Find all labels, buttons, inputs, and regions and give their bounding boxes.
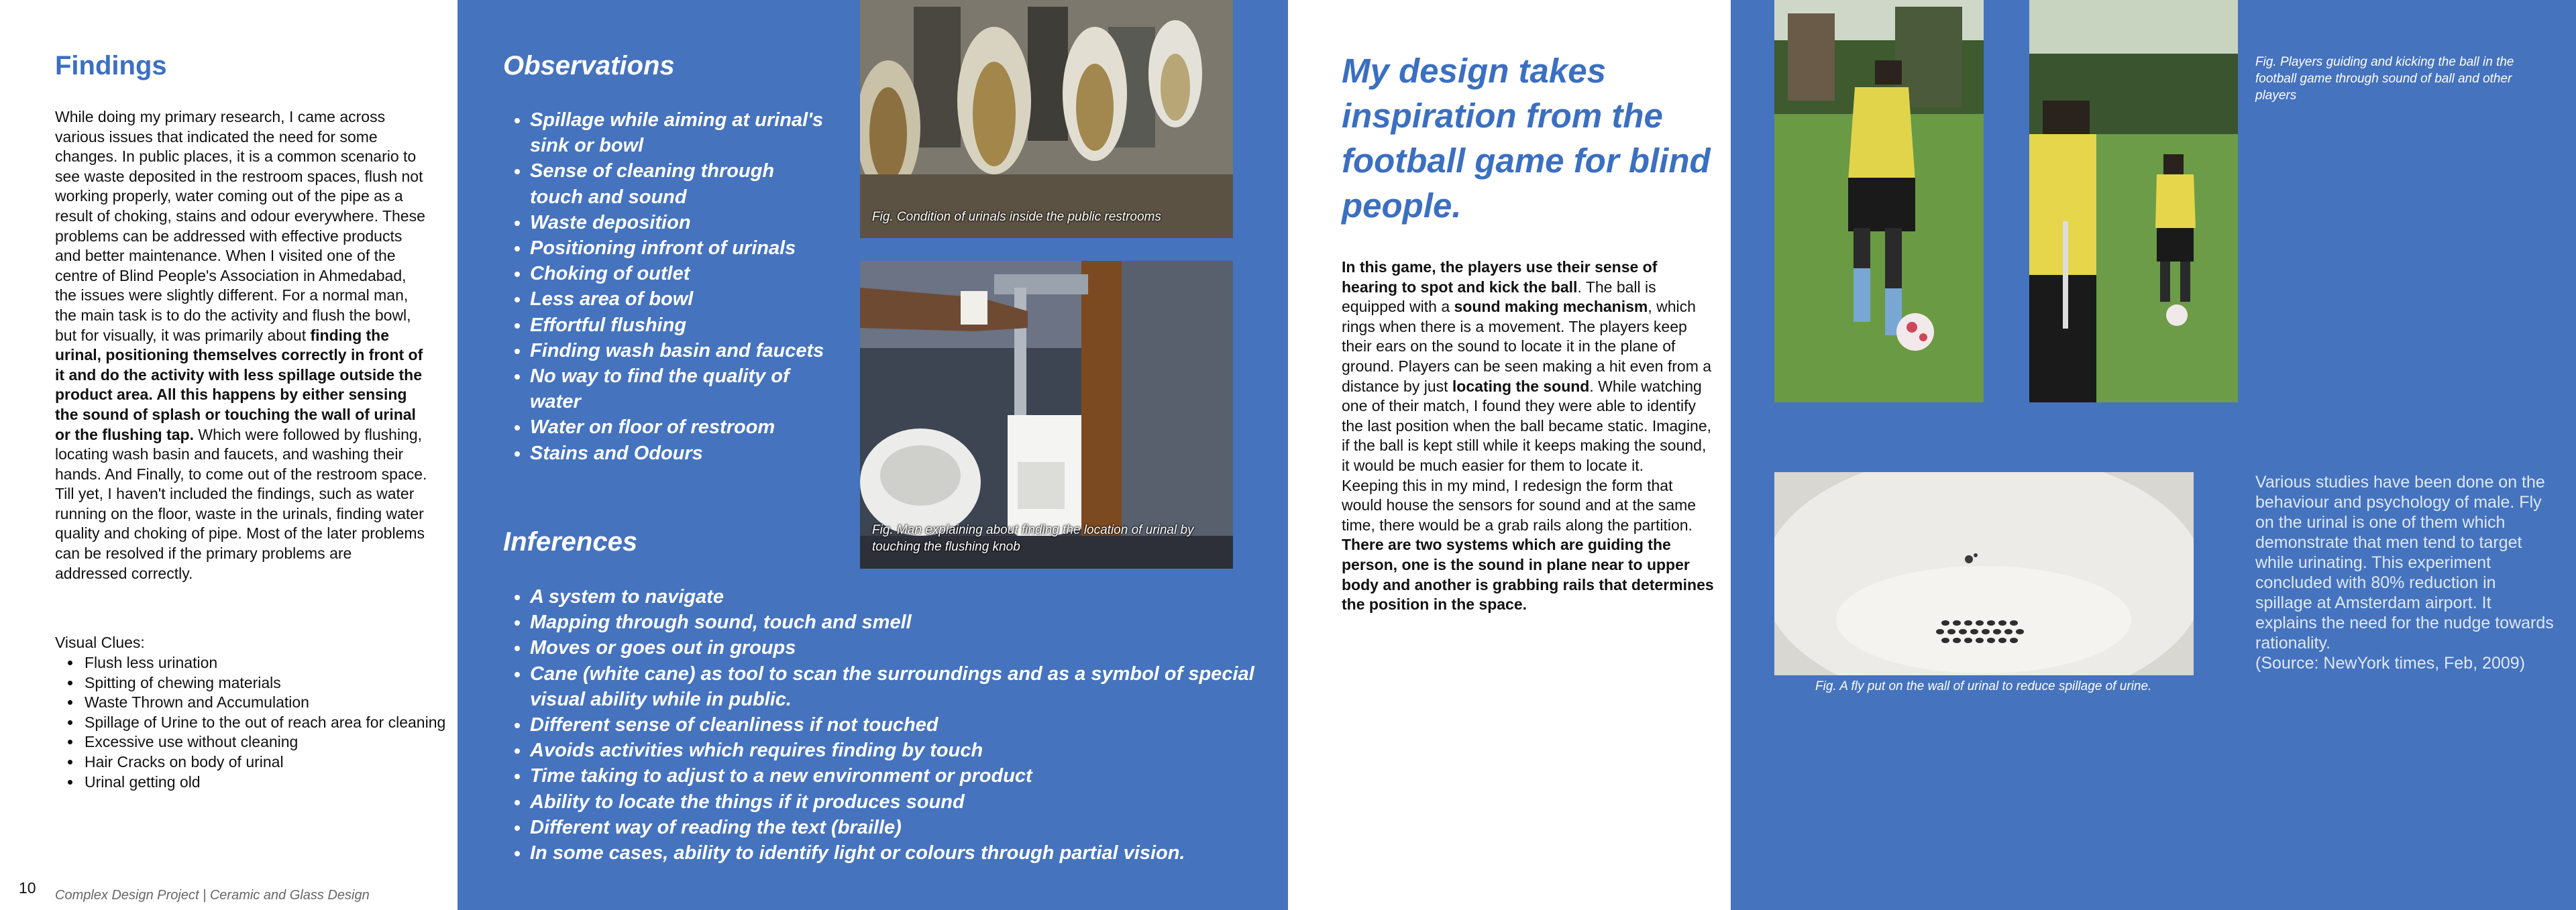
game-text-bold-3: locating the sound (1452, 377, 1590, 395)
fly-urinal-photo (1774, 472, 2194, 675)
visual-clues-title: Visual Clues: (55, 634, 145, 651)
observations-list (503, 107, 825, 466)
list-item: • Water on floor of restroom (530, 414, 825, 440)
studies-text (2255, 472, 2556, 673)
list-item: • Cane (white cane) as tool to scan the surroundings and as a symbol of special visual ability while in public. (530, 661, 1295, 712)
game-text-bold-1: In this game, the players use their sense of hearing to spot and kick the ball (1342, 258, 1658, 296)
list-item: • Spillage of Urine to the out of reach area for cleaning (82, 713, 458, 733)
football-photo-1 (1774, 0, 1984, 402)
visual-clues-list (55, 653, 458, 792)
list-item: • Spitting of chewing materials (82, 673, 458, 693)
findings-paragraph (55, 107, 428, 583)
findings-text-2: Which were followed by flushing, locating wash basin and faucets, and washing their hands. And Finally, to come out of the restroom space. Till yet, I haven't included the findings, such as water running on the floor, waste in the urinals, finding water quality and choking of pipe. Most of the later problems can be resolved if the primary problems are addressed correctly. (55, 425, 427, 582)
list-item: • Different sense of cleanliness if not touched (530, 712, 1295, 738)
list-item: • Finding wash basin and faucets (530, 338, 825, 363)
game-description (1342, 258, 1715, 615)
flush-caption: Fig. Man explaining about finding the location of urinal by touching the flushing knob (872, 523, 1194, 554)
flush-photo (860, 261, 1233, 569)
page-number: 10 (19, 879, 36, 897)
footer-text: Complex Design Project | Ceramic and Glass Design (55, 888, 370, 903)
list-item: • Mapping through sound, touch and smell (530, 610, 1295, 635)
list-item: • Positioning infront of urinals (530, 235, 825, 261)
findings-heading: Findings (55, 51, 167, 80)
game-text-3: . While watching one of their match, I found they were able to identify the last position when the ball became static. Imagine, if the ball is kept still while it keeps making the sound, it would be much easier for them to locate it. (1342, 377, 1712, 474)
urinals-photo (860, 0, 1233, 238)
list-item: • Less area of bowl (530, 286, 825, 312)
list-item: • Spillage while aiming at urinal's sink or bowl (530, 107, 825, 158)
football-photo-2 (2029, 0, 2238, 402)
list-item: • Flush less urination (82, 653, 458, 673)
findings-text-bold: finding the urinal, positioning themselves correctly in front of it and do the activity with less spillage outside the product area. All this happens by either sensing the sound of splash or touching the wall of urinal or the flushing tap. (55, 326, 423, 443)
game-text-4: Keeping this in my mind, I redesign the form that would house the sensors for sound and at the same time, there would be a grab rails along the partition. (1342, 476, 1697, 534)
list-item: • No way to find the quality of water (530, 363, 825, 414)
game-text-2: , which rings when there is a movement. The players keep their ears on the sound to locate it in the plane of ground. Players can be seen making a hit even from a distance by just (1342, 298, 1712, 395)
studies-source: (Source: NewYork times, Feb, 2009) (2255, 654, 2526, 673)
players-caption: Fig. Players guiding and kicking the ball in the football game through sound of ball and other players (2255, 55, 2514, 103)
list-item: • Sense of cleaning through touch and sound (530, 158, 825, 209)
studies-body: Various studies have been done on the behaviour and psychology of male. Fly on the urinal is one of them which demonstrate that men tend to target while urinating. This experiment concluded with 80% reduction in spillage at Amsterdam airport. It explains the need for the nudge towards rationality. (2255, 473, 2554, 652)
list-item: • Different way of reading the text (braille) (530, 815, 1295, 840)
list-item: • Effortful flushing (530, 312, 825, 338)
list-item: • A system to navigate (530, 584, 1295, 610)
list-item: • Stains and Odours (530, 441, 825, 466)
urinals-caption: Fig. Condition of urinals inside the public restrooms (872, 210, 1161, 224)
list-item: • Excessive use without cleaning (82, 732, 458, 752)
list-item: • Moves or goes out in groups (530, 635, 1295, 661)
list-item: • Waste deposition (530, 210, 825, 235)
fly-caption: Fig. A fly put on the wall of urinal to reduce spillage of urine. (1815, 679, 2152, 693)
inferences-heading: Inferences (503, 527, 638, 557)
list-item: • Time taking to adjust to a new environment or product (530, 763, 1295, 789)
list-item: • Hair Cracks on body of urinal (82, 752, 458, 773)
observations-heading: Observations (503, 51, 675, 80)
list-item: • Waste Thrown and Accumulation (82, 693, 458, 713)
list-item: • Choking of outlet (530, 261, 825, 286)
game-text-bold-2: sound making mechanism (1454, 298, 1648, 316)
findings-text-1: While doing my primary research, I came across various issues that indicated the need for some changes. In public places, it is a common scenario to see waste deposited in the restroom spaces, flush not working properly, water coming out of the pipe as a result of choking, stains and odour everywhere. These problems can be addressed with effective products and better maintenance. When I visited one of the centre of Blind People's Association in Ahmedabad, the issues were slightly different. For a normal man, the main task is to do the activity and flush the bowl, but for visually, it was primarily about (55, 108, 425, 344)
list-item: • Avoids activities which requires finding by touch (530, 738, 1295, 763)
list-item: • Urinal getting old (82, 773, 458, 793)
list-item: • In some cases, ability to identify light or colours through partial vision. (530, 840, 1295, 866)
game-text-bold-4: There are two systems which are guiding the person, one is the sound in plane near to upper body and another is grabbing rails that determines the position in the space. (1342, 536, 1714, 614)
game-text-1: . The ball is equipped with a (1342, 278, 1656, 316)
list-item: • Ability to locate the things if it produces sound (530, 789, 1295, 815)
design-quote: My design takes inspiration from the football game for blind people. (1342, 52, 1711, 225)
inferences-list (503, 584, 1295, 866)
